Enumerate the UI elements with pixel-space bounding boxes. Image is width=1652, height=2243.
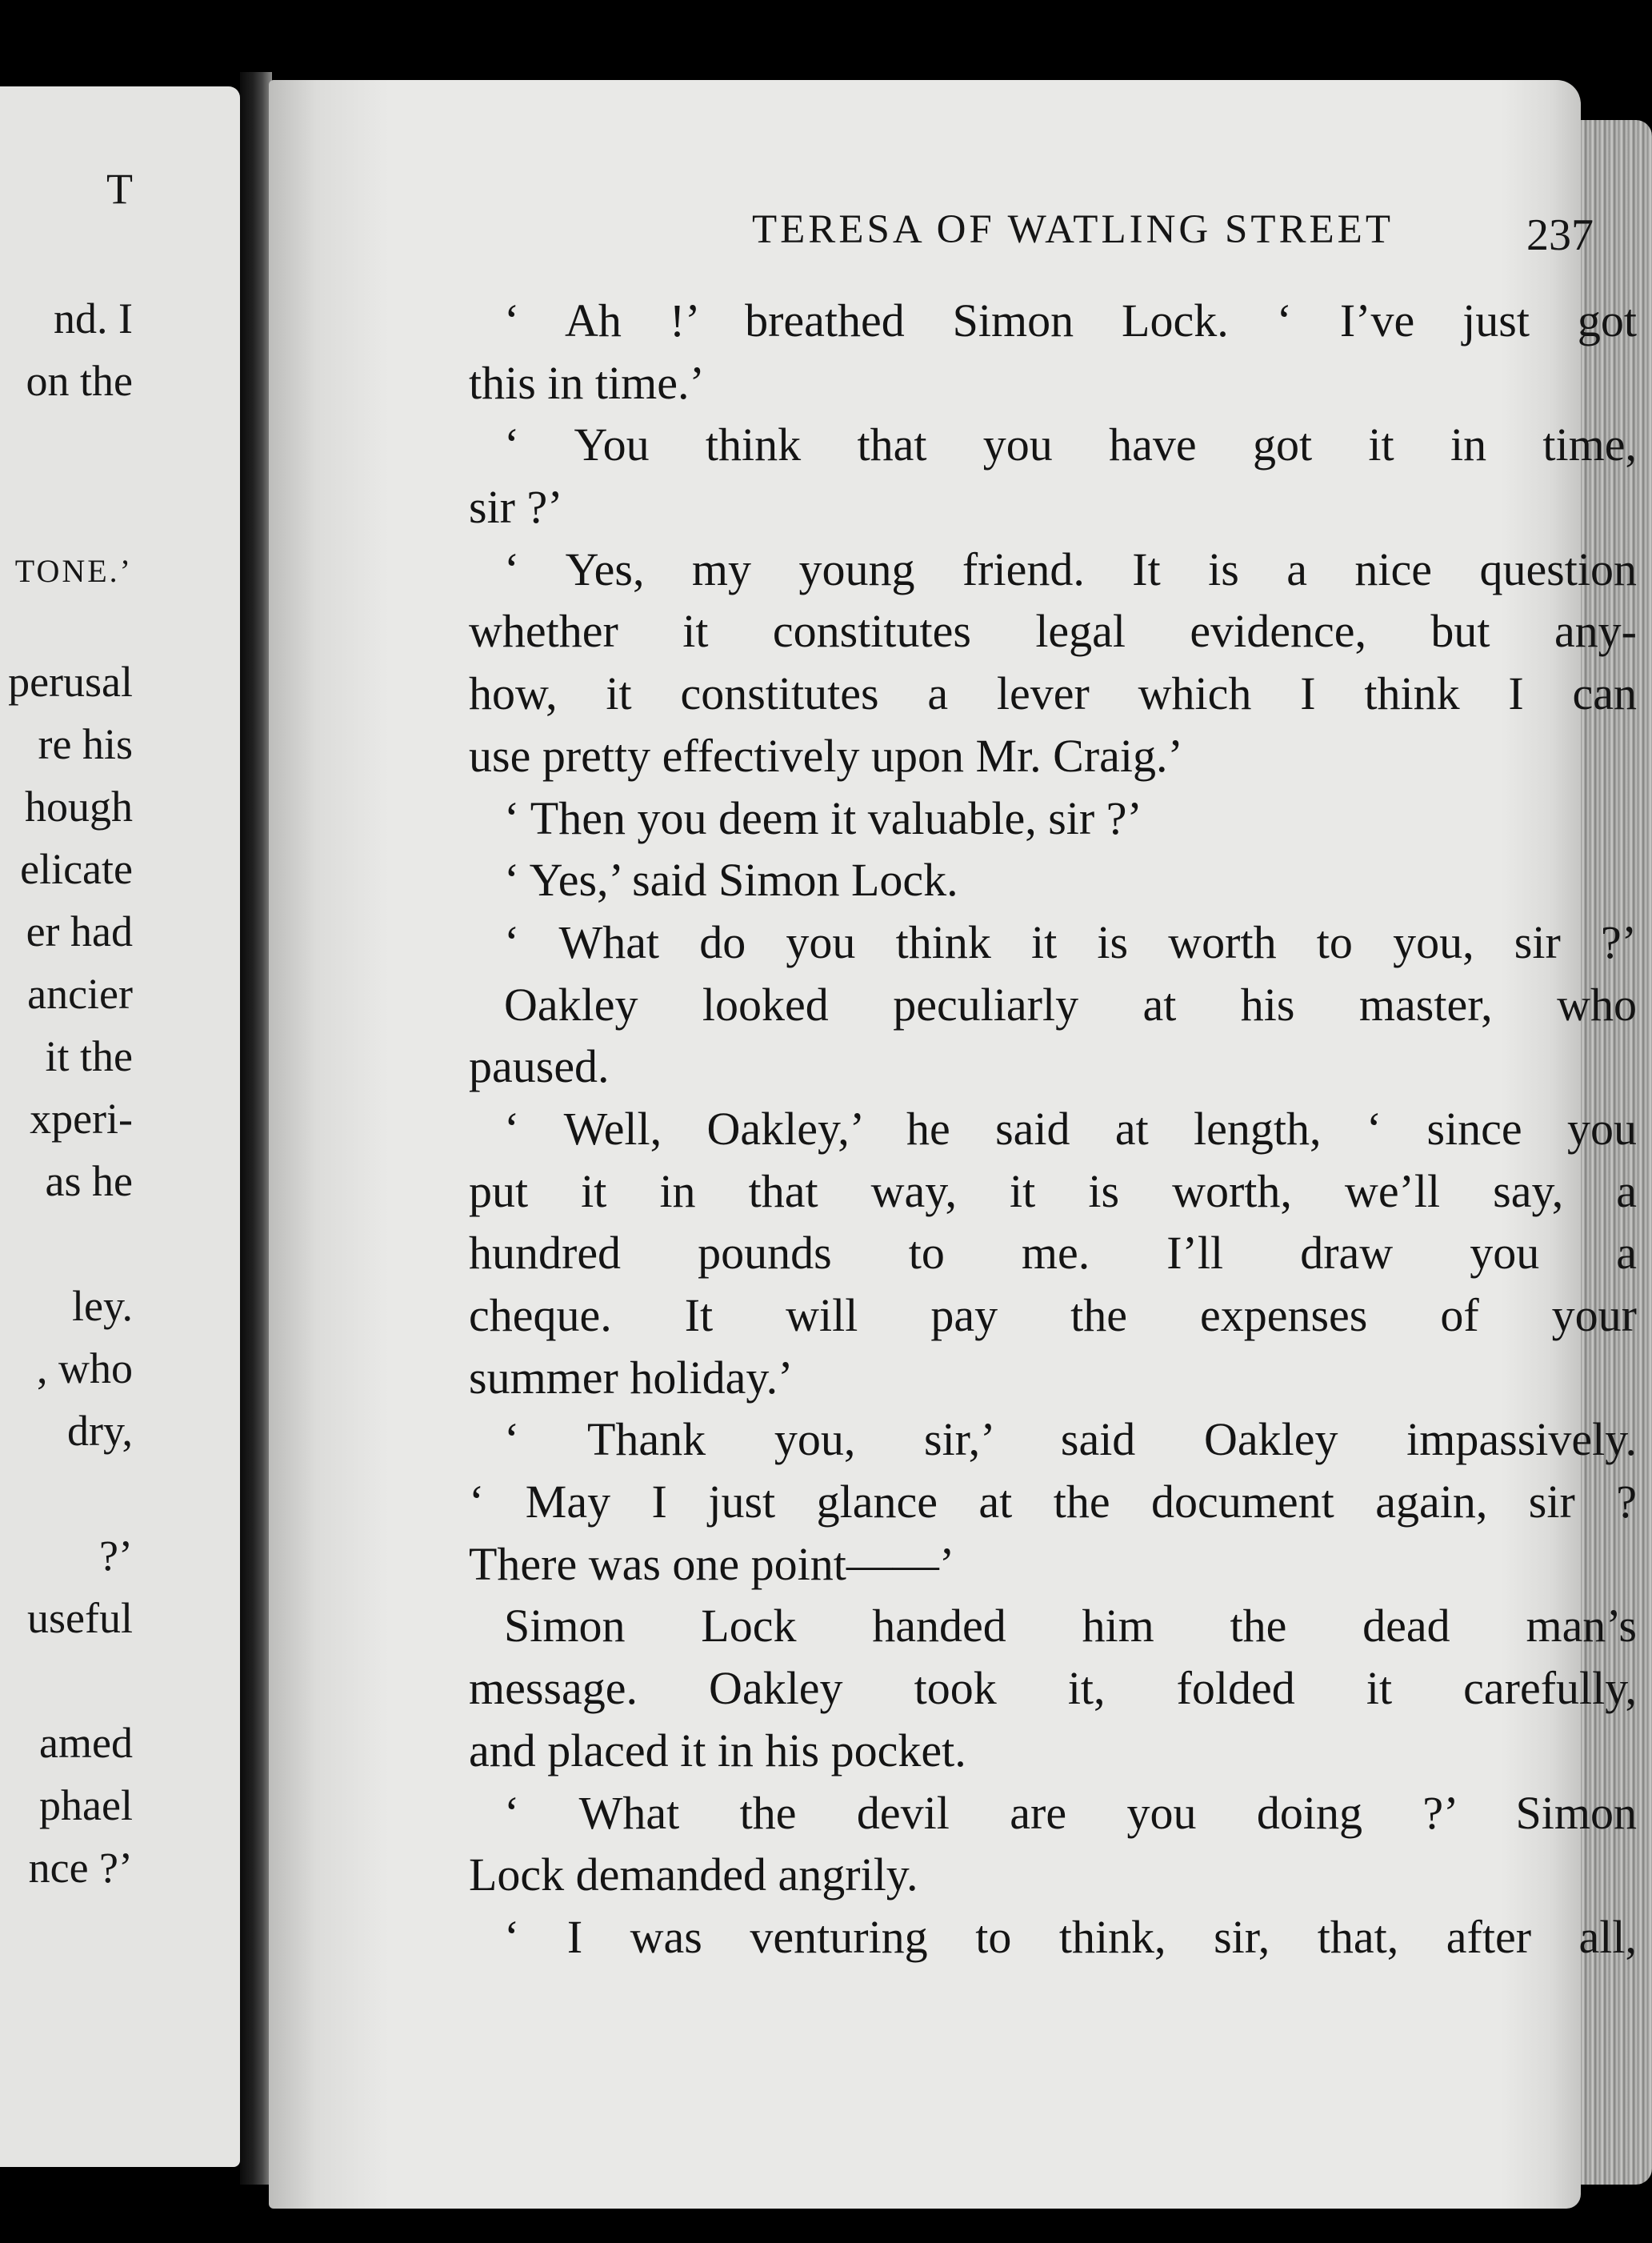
page-number: 237 xyxy=(1526,210,1594,260)
previous-page-fragment xyxy=(0,86,240,2167)
text-line: put it in that way, it is worth, we’ll say, a xyxy=(469,1164,1637,1217)
previous-page-line: elicate xyxy=(20,845,133,893)
text-line: ‘ What do you think it is worth to you, sir ?’ xyxy=(504,915,1637,968)
text-line: There was one point——’ xyxy=(469,1537,955,1590)
text-line: ‘ Well, Oakley,’ he said at length, ‘ since you xyxy=(504,1102,1637,1155)
text-line: Lock demanded angrily. xyxy=(469,1848,918,1901)
text-line: sir ?’ xyxy=(469,481,563,534)
text-line: ‘ Then you deem it valuable, sir ?’ xyxy=(504,791,1142,844)
text-line: ‘ May I just glance at the document again, sir ? xyxy=(469,1476,1637,1528)
previous-page-line: it the xyxy=(45,1032,133,1080)
text-line: ‘ Thank you, sir,’ said Oakley impassively. xyxy=(504,1413,1637,1466)
previous-page-line: dry, xyxy=(67,1407,133,1455)
previous-page-line: re his xyxy=(38,720,133,768)
text-line: how, it constitutes a lever which I think I can xyxy=(469,667,1637,720)
previous-page-line: useful xyxy=(27,1594,133,1642)
previous-page-line: on the xyxy=(26,357,133,405)
text-line: ‘ You think that you have got it in time, xyxy=(504,419,1637,471)
text-line: use pretty effectively upon Mr. Craig.’ xyxy=(469,729,1183,782)
page-body-text xyxy=(469,290,1637,1969)
text-line: message. Oakley took it, folded it carefully, xyxy=(469,1662,1637,1715)
previous-page-line: xperi- xyxy=(30,1095,133,1143)
previous-page-line: phael xyxy=(39,1781,133,1829)
text-line: and placed it in his pocket. xyxy=(469,1724,966,1776)
previous-page-line: as he xyxy=(45,1157,133,1205)
text-line: paused. xyxy=(469,1040,610,1093)
text-line: summer holiday.’ xyxy=(469,1351,794,1404)
previous-page-line: amed xyxy=(39,1719,133,1767)
previous-page-line: , who xyxy=(37,1344,133,1392)
previous-page-line: ?’ xyxy=(99,1532,133,1580)
previous-page-line: T xyxy=(106,165,133,213)
previous-page-line: nd. I xyxy=(54,294,133,342)
text-line: cheque. It will pay the expenses of your xyxy=(469,1289,1637,1341)
running-header xyxy=(480,206,1648,294)
previous-page-line: ancier xyxy=(27,970,133,1018)
previous-page-line: TONE.’ xyxy=(14,553,133,589)
text-line: Oakley looked peculiarly at his master, who xyxy=(504,978,1637,1031)
text-line: Simon Lock handed him the dead man’s xyxy=(504,1600,1637,1652)
text-line: ‘ I was venturing to think, sir, that, after all, xyxy=(504,1910,1637,1963)
previous-page-line: hough xyxy=(25,783,133,831)
previous-page-line: er had xyxy=(26,907,133,955)
text-line: whether it constitutes legal evidence, but any- xyxy=(469,605,1637,658)
book-gutter xyxy=(240,72,272,2185)
text-line: this in time.’ xyxy=(469,356,705,409)
book-page xyxy=(269,80,1637,2209)
text-line: hundred pounds to me. I’ll draw you a xyxy=(469,1227,1637,1280)
text-line: ‘ Yes, my young friend. It is a nice question xyxy=(504,543,1637,595)
running-title: TERESA OF WATLING STREET xyxy=(752,207,1394,252)
previous-page-line: nce ?’ xyxy=(28,1844,133,1892)
previous-page-line: perusal xyxy=(8,658,133,706)
previous-page-text xyxy=(0,86,240,2167)
previous-page-line: ley. xyxy=(72,1282,133,1330)
text-line: ‘ What the devil are you doing ?’ Simon xyxy=(504,1786,1637,1839)
text-line: ‘ Ah !’ breathed Simon Lock. ‘ I’ve just got xyxy=(504,294,1637,346)
text-line: ‘ Yes,’ said Simon Lock. xyxy=(504,854,958,907)
